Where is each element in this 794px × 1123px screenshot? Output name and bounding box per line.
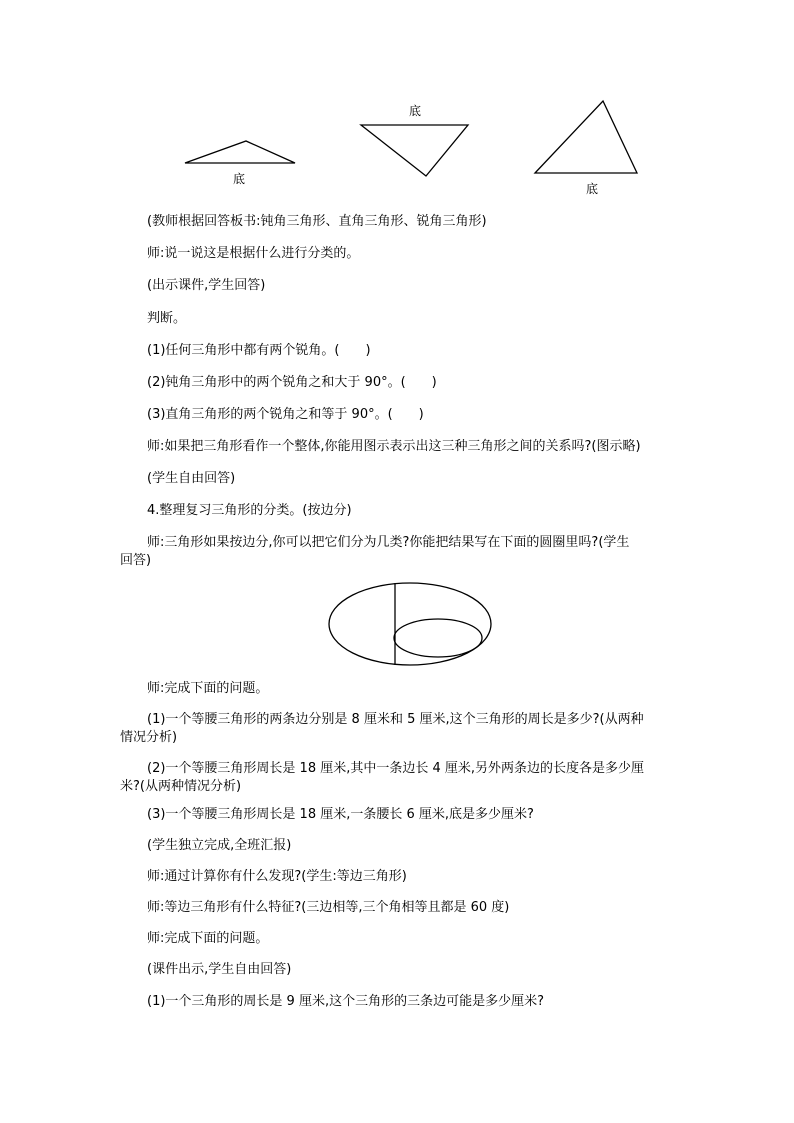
paragraph-discovery: 师:通过计算你有什么发现?(学生:等边三角形) — [147, 869, 407, 884]
paragraph-complete-problems-2: 师:完成下面的问题。 — [147, 931, 269, 946]
question-3: (3)一个等腰三角形周长是 18 厘米,一条腰长 6 厘米,底是多少厘米? — [147, 807, 534, 822]
paragraph-sides-question-line1: 师:三角形如果按边分,你可以把它们分为几类?你能把结果写在下面的圆圈里吗?(学生 — [147, 535, 630, 550]
paragraph-free-answer: (学生自由回答) — [147, 471, 236, 486]
obtuse-triangle — [185, 141, 295, 163]
base-label-right: 底 — [409, 104, 422, 118]
paragraph-courseware: (出示课件,学生回答) — [147, 278, 266, 293]
base-label-acute: 底 — [586, 182, 599, 196]
inner-ellipse — [394, 619, 482, 657]
outer-ellipse — [329, 583, 491, 665]
question-1-line1: (1)一个等腰三角形的两条边分别是 8 厘米和 5 厘米,这个三角形的周长是多少?(从两种 — [147, 712, 644, 727]
question-judge-3: (3)直角三角形的两个锐角之和等于 90°。( ) — [147, 407, 424, 422]
section-heading-classify-by-sides: 4.整理复习三角形的分类。(按边分) — [147, 503, 352, 518]
paragraph-teacher-ask: 师:说一说这是根据什么进行分类的。 — [147, 246, 360, 261]
paragraph-board-notes: (教师根据回答板书:钝角三角形、直角三角形、锐角三角形) — [147, 214, 487, 229]
question-judge-1: (1)任何三角形中都有两个锐角。( ) — [147, 343, 371, 358]
paragraph-judge: 判断。 — [147, 311, 187, 326]
paragraph-independent-work: (学生独立完成,全班汇报) — [147, 838, 292, 853]
paragraph-equilateral-features: 师:等边三角形有什么特征?(三边相等,三个角相等且都是 60 度) — [147, 900, 510, 915]
question-perimeter-9: (1)一个三角形的周长是 9 厘米,这个三角形的三条边可能是多少厘米? — [147, 994, 544, 1009]
paragraph-complete-problems: 师:完成下面的问题。 — [147, 681, 269, 696]
acute-triangle — [535, 101, 637, 173]
question-2-line1: (2)一个等腰三角形周长是 18 厘米,其中一条边长 4 厘米,另外两条边的长度各是多少厘 — [147, 761, 645, 776]
question-1-line2: 情况分析) — [120, 730, 178, 745]
right-triangle — [361, 125, 468, 176]
question-judge-2: (2)钝角三角形中的两个锐角之和大于 90°。( ) — [147, 375, 437, 390]
paragraph-courseware-free: (课件出示,学生自由回答) — [147, 962, 292, 977]
base-label-obtuse: 底 — [233, 172, 246, 186]
question-2-line2: 米?(从两种情况分析) — [120, 779, 242, 794]
paragraph-sides-question-line2: 回答) — [120, 553, 152, 568]
triangles-figure — [0, 0, 794, 200]
paragraph-relation: 师:如果把三角形看作一个整体,你能用图示表示出这三种三角形之间的关系吗?(图示略) — [147, 439, 641, 454]
